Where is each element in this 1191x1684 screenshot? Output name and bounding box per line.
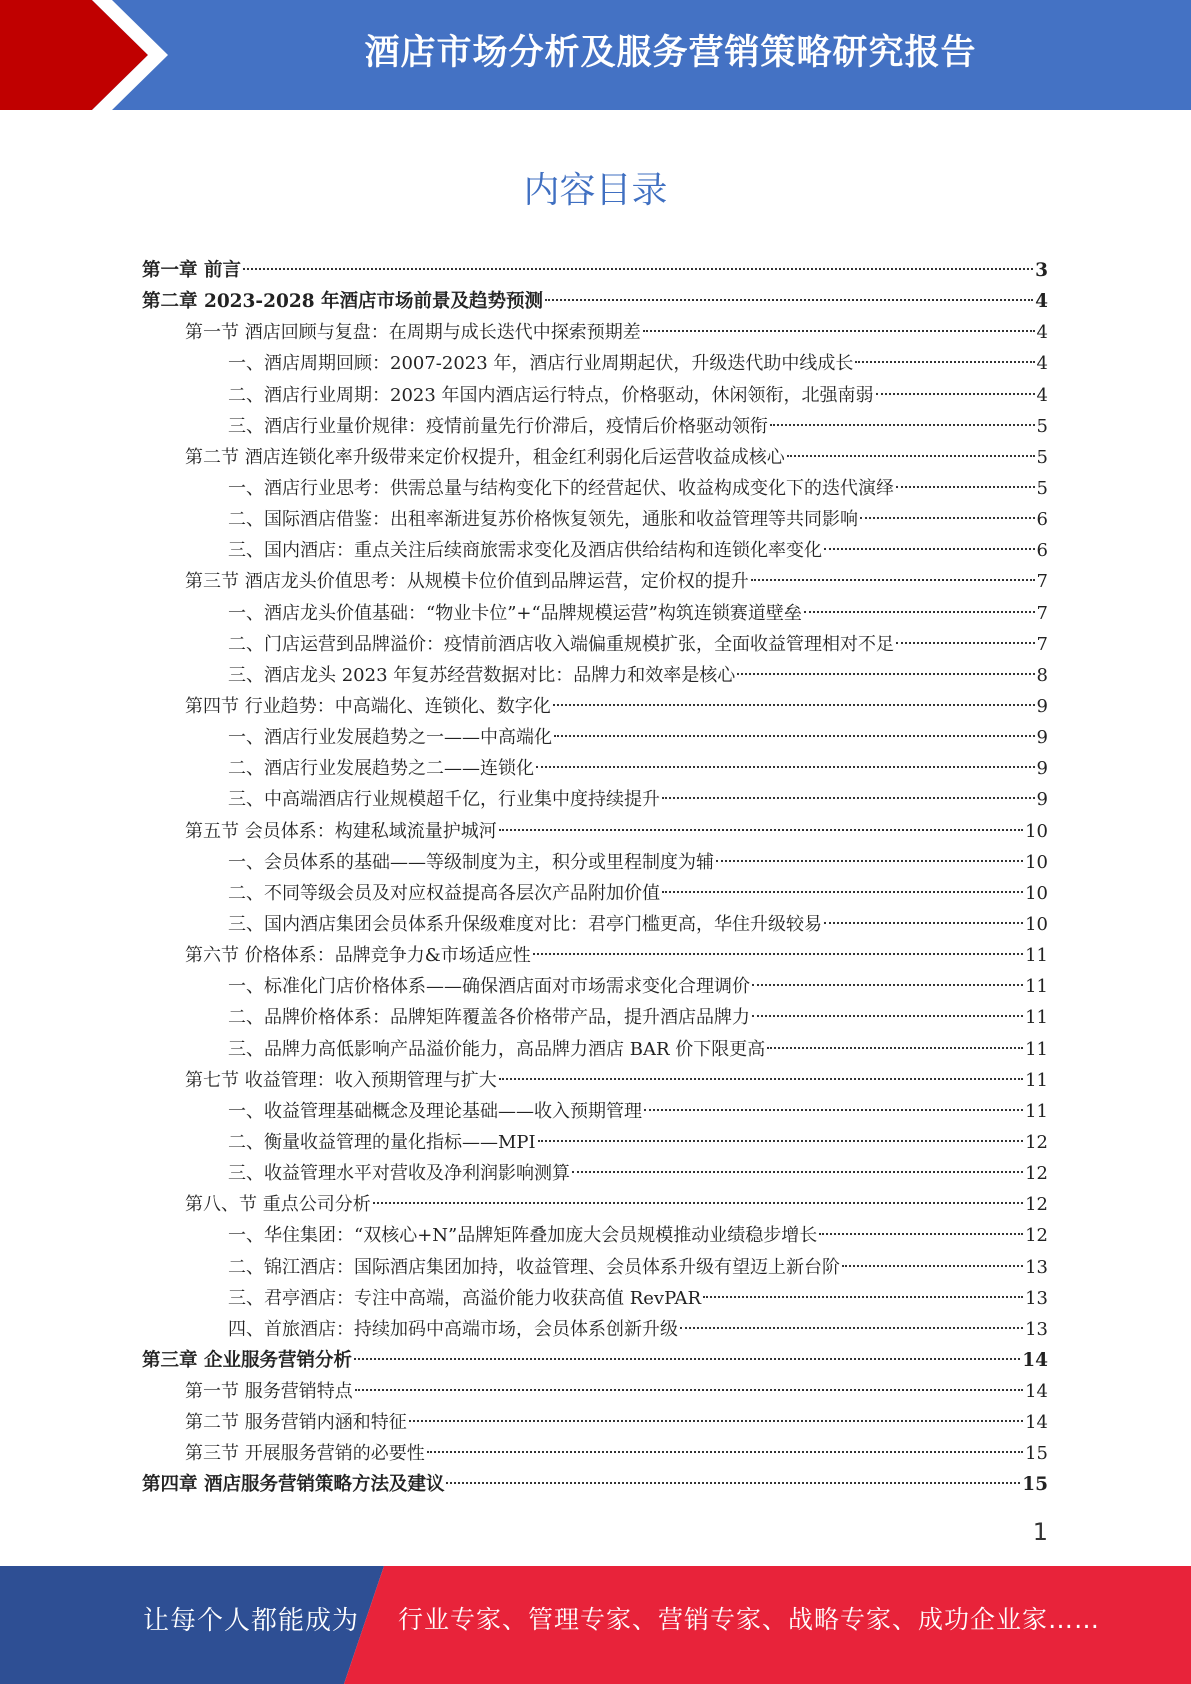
toc-subsection-entry[interactable] (142, 1220, 1048, 1251)
toc-entry-title: 三、国内酒店集团会员体系升保级难度对比：君亭门槛更高，华住升级较易 (228, 913, 822, 935)
toc-dot-leader (409, 1420, 1023, 1422)
toc-dot-leader (536, 766, 1035, 768)
toc-entry-title: 一、酒店行业发展趋势之一——中高端化 (228, 727, 552, 749)
toc-page-number: 7 (1036, 602, 1048, 624)
toc-dot-leader (499, 1078, 1023, 1080)
toc-entry-title: 二、国际酒店借鉴：出租率渐进复苏价格恢复领先，通胀和收益管理等共同影响 (228, 509, 858, 531)
toc-subsection-entry[interactable] (142, 909, 1048, 940)
toc-section-entry[interactable] (142, 317, 1048, 348)
toc-entry-title: 第三节 开展服务营销的必要性 (185, 1443, 425, 1465)
toc-page-number: 11 (1025, 945, 1048, 967)
toc-entry-title: 二、品牌价格体系：品牌矩阵覆盖各价格带产品，提升酒店品牌力 (228, 1007, 750, 1029)
toc-chapter-entry[interactable] (142, 286, 1048, 317)
toc-dot-leader (553, 704, 1035, 706)
toc-entry-title: 第三节 酒店龙头价值思考：从规模卡位价值到品牌运营，定价权的提升 (185, 571, 749, 593)
toc-section-entry[interactable] (142, 816, 1048, 847)
toc-dot-leader (896, 486, 1035, 488)
toc-page-number: 10 (1025, 820, 1048, 842)
toc-subsection-entry[interactable] (142, 411, 1048, 442)
toc-entry-title: 三、酒店龙头 2023 年复苏经营数据对比：品牌力和效率是核心 (228, 664, 736, 686)
toc-subsection-entry[interactable] (142, 1127, 1048, 1158)
toc-subsection-entry[interactable] (142, 598, 1048, 629)
toc-dot-leader (716, 860, 1023, 862)
toc-page-number: 13 (1025, 1318, 1048, 1340)
toc-section-entry[interactable] (142, 566, 1048, 597)
toc-entry-title: 一、酒店行业思考：供需总量与结构变化下的经营起伏、收益构成变化下的迭代演绎 (228, 477, 894, 499)
toc-page-number: 3 (1035, 260, 1048, 281)
toc-subsection-entry[interactable] (142, 1002, 1048, 1033)
toc-entry-title: 第四节 行业趋势：中高端化、连锁化、数字化 (185, 695, 551, 717)
toc-dot-leader (860, 517, 1035, 519)
toc-dot-leader (545, 299, 1033, 301)
toc-subsection-entry[interactable] (142, 847, 1048, 878)
toc-chapter-entry[interactable] (142, 1469, 1048, 1500)
page-header-band (0, 0, 1191, 110)
toc-page-number: 4 (1035, 291, 1048, 313)
toc-page-number: 7 (1036, 633, 1048, 655)
toc-page-number: 8 (1036, 664, 1048, 686)
toc-page-number: 4 (1036, 384, 1048, 406)
toc-page-number: 11 (1025, 1100, 1048, 1122)
toc-entry-title: 二、酒店行业发展趋势之二——连锁化 (228, 758, 534, 780)
toc-page-number: 9 (1036, 789, 1048, 811)
toc-page-number: 10 (1025, 882, 1048, 904)
toc-entry-title: 三、君亭酒店：专注中高端，高溢价能力收获高值 RevPAR (228, 1287, 702, 1309)
toc-dot-leader (824, 548, 1035, 550)
toc-page-number: 11 (1025, 1069, 1048, 1091)
toc-subsection-entry[interactable] (142, 473, 1048, 504)
toc-entry-title: 第四章 酒店服务营销策略方法及建议 (142, 1474, 445, 1496)
toc-page-number: 12 (1025, 1131, 1048, 1153)
toc-entry-title: 二、锦江酒店：国际酒店集团加持，收益管理、会员体系升级有望迈上新台阶 (228, 1256, 840, 1278)
toc-entry-title: 二、不同等级会员及对应权益提高各层次产品附加价值 (228, 882, 660, 904)
toc-dot-leader (644, 1109, 1023, 1111)
toc-entry-title: 第一章 前言 (142, 260, 241, 281)
toc-dot-leader (703, 1296, 1023, 1298)
toc-subsection-entry[interactable] (142, 504, 1048, 535)
toc-page-number: 12 (1025, 1163, 1048, 1185)
report-title: 酒店市场分析及服务营销策略研究报告 (364, 33, 977, 73)
toc-chapter-entry[interactable] (142, 255, 1048, 286)
toc-subsection-entry[interactable] (142, 878, 1048, 909)
toc-subsection-entry[interactable] (142, 660, 1048, 691)
toc-subsection-entry[interactable] (142, 629, 1048, 660)
footer-slogan-left: 让每个人都能成为 (143, 1606, 360, 1636)
toc-entry-title: 第二节 酒店连锁化率升级带来定价权提升，租金红利弱化后运营收益成核心 (185, 446, 785, 468)
toc-entry-title: 二、衡量收益管理的量化指标——MPI (228, 1131, 536, 1153)
toc-page-number: 14 (1025, 1381, 1048, 1403)
toc-dot-leader (533, 953, 1023, 955)
toc-entry-title: 三、国内酒店：重点关注后续商旅需求变化及酒店供给结构和连锁化率变化 (228, 540, 822, 562)
toc-dot-leader (770, 424, 1035, 426)
toc-dot-leader (680, 1327, 1023, 1329)
toc-entry-title: 三、酒店行业量价规律：疫情前量先行价滞后，疫情后价格驱动领衔 (228, 415, 768, 437)
toc-page-number: 10 (1025, 851, 1048, 873)
toc-subsection-entry[interactable] (142, 1283, 1048, 1314)
toc-dot-leader (752, 984, 1023, 986)
toc-page-number: 12 (1025, 1194, 1048, 1216)
table-of-contents (142, 255, 1048, 1501)
toc-entry-title: 二、门店运营到品牌溢价：疫情前酒店收入端偏重规模扩张，全面收益管理相对不足 (228, 633, 894, 655)
toc-entry-title: 一、酒店龙头价值基础：“物业卡位”+“品牌规模运营”构筑连锁赛道壁垒 (228, 602, 802, 624)
toc-page-number: 12 (1025, 1225, 1048, 1247)
toc-entry-title: 第三章 企业服务营销分析 (142, 1349, 352, 1371)
toc-subsection-entry[interactable] (142, 1314, 1048, 1345)
toc-dot-leader (446, 1482, 1020, 1484)
toc-subsection-entry[interactable] (142, 1096, 1048, 1127)
toc-page-number: 5 (1036, 446, 1048, 468)
toc-dot-leader (876, 393, 1035, 395)
toc-subsection-entry[interactable] (142, 1034, 1048, 1065)
toc-dot-leader (243, 268, 1033, 270)
toc-subsection-entry[interactable] (142, 971, 1048, 1002)
toc-entry-title: 一、酒店周期回顾：2007-2023 年，酒店行业周期起伏，升级迭代助中线成长 (228, 353, 854, 375)
toc-dot-leader (662, 891, 1023, 893)
page-number: 1 (1032, 1518, 1048, 1546)
toc-entry-title: 一、标准化门店价格体系——确保酒店面对市场需求变化合理调价 (228, 976, 750, 998)
toc-entry-title: 第六节 价格体系：品牌竞争力&市场适应性 (185, 945, 531, 967)
toc-subsection-entry[interactable] (142, 784, 1048, 815)
toc-page-number: 11 (1025, 976, 1048, 998)
toc-subsection-entry[interactable] (142, 1158, 1048, 1189)
toc-dot-leader (538, 1140, 1023, 1142)
toc-section-entry[interactable] (142, 1407, 1048, 1438)
toc-page-number: 13 (1025, 1256, 1048, 1278)
toc-page-number: 5 (1036, 415, 1048, 437)
toc-heading: 内容目录 (523, 170, 668, 211)
toc-page-number: 10 (1025, 913, 1048, 935)
toc-chapter-entry[interactable] (142, 1345, 1048, 1376)
toc-page-number: 15 (1025, 1443, 1048, 1465)
toc-section-entry[interactable] (142, 940, 1048, 971)
toc-entry-title: 第一节 服务营销特点 (185, 1381, 353, 1403)
toc-page-number: 11 (1025, 1007, 1048, 1029)
toc-entry-title: 二、酒店行业周期：2023 年国内酒店运行特点，价格驱动，休闲领衔，北强南弱 (228, 384, 874, 406)
toc-dot-leader (824, 922, 1023, 924)
toc-page-number: 6 (1036, 509, 1048, 531)
toc-entry-title: 第五节 会员体系：构建私域流量护城河 (185, 820, 497, 842)
toc-subsection-entry[interactable] (142, 753, 1048, 784)
toc-entry-title: 三、品牌力高低影响产品溢价能力，高品牌力酒店 BAR 价下限更高 (228, 1038, 766, 1060)
toc-page-number: 5 (1036, 477, 1048, 499)
toc-page-number: 9 (1036, 727, 1048, 749)
toc-dot-leader (554, 735, 1035, 737)
toc-dot-leader (752, 1015, 1023, 1017)
toc-dot-leader (819, 1233, 1023, 1235)
toc-entry-title: 第二节 服务营销内涵和特征 (185, 1412, 407, 1434)
toc-dot-leader (804, 611, 1035, 613)
toc-dot-leader (355, 1389, 1023, 1391)
toc-dot-leader (787, 455, 1035, 457)
toc-entry-title: 一、会员体系的基础——等级制度为主，积分或里程制度为辅 (228, 851, 714, 873)
toc-dot-leader (896, 642, 1035, 644)
toc-page-number: 15 (1022, 1474, 1048, 1496)
toc-dot-leader (354, 1358, 1020, 1360)
toc-page-number: 13 (1025, 1287, 1048, 1309)
toc-section-entry[interactable] (142, 1376, 1048, 1407)
toc-dot-leader (737, 673, 1034, 675)
toc-dot-leader (643, 330, 1035, 332)
toc-dot-leader (767, 1047, 1023, 1049)
toc-entry-title: 三、收益管理水平对营收及净利润影响测算 (228, 1163, 570, 1185)
toc-entry-title: 一、华住集团：“双核心+N”品牌矩阵叠加庞大会员规模推动业绩稳步增长 (228, 1225, 818, 1247)
toc-page-number: 4 (1036, 353, 1048, 375)
toc-section-entry[interactable] (142, 691, 1048, 722)
toc-dot-leader (842, 1265, 1023, 1267)
toc-subsection-entry[interactable] (142, 722, 1048, 753)
toc-subsection-entry[interactable] (142, 348, 1048, 379)
toc-dot-leader (855, 361, 1034, 363)
header-arrow-graphic (0, 0, 260, 110)
toc-section-entry[interactable] (142, 1189, 1048, 1220)
toc-page-number: 7 (1036, 571, 1048, 593)
toc-page-number: 11 (1025, 1038, 1048, 1060)
toc-entry-title: 第七节 收益管理：收入预期管理与扩大 (185, 1069, 497, 1091)
toc-page-number: 4 (1036, 322, 1048, 344)
toc-subsection-entry[interactable] (142, 535, 1048, 566)
toc-subsection-entry[interactable] (142, 1252, 1048, 1283)
toc-section-entry[interactable] (142, 1065, 1048, 1096)
toc-dot-leader (751, 579, 1035, 581)
toc-section-entry[interactable] (142, 442, 1048, 473)
toc-section-entry[interactable] (142, 1438, 1048, 1469)
toc-dot-leader (427, 1451, 1023, 1453)
toc-entry-title: 第一节 酒店回顾与复盘：在周期与成长迭代中探索预期差 (185, 322, 641, 344)
toc-page-number: 14 (1022, 1349, 1048, 1371)
toc-entry-title: 三、中高端酒店行业规模超千亿，行业集中度持续提升 (228, 789, 660, 811)
footer-slogan-right: 行业专家、管理专家、营销专家、战略专家、成功企业家…… (398, 1605, 1101, 1634)
toc-entry-title: 四、首旅酒店：持续加码中高端市场，会员体系创新升级 (228, 1318, 678, 1340)
toc-entry-title: 一、收益管理基础概念及理论基础——收入预期管理 (228, 1100, 642, 1122)
toc-page-number: 14 (1025, 1412, 1048, 1434)
toc-page-number: 9 (1036, 695, 1048, 717)
toc-subsection-entry[interactable] (142, 380, 1048, 411)
toc-dot-leader (373, 1202, 1023, 1204)
toc-dot-leader (572, 1171, 1023, 1173)
page-footer-band (0, 1566, 1191, 1684)
toc-page-number: 6 (1036, 540, 1048, 562)
toc-dot-leader (499, 829, 1023, 831)
toc-dot-leader (662, 797, 1035, 799)
toc-page-number: 9 (1036, 758, 1048, 780)
toc-entry-title: 第八、节 重点公司分析 (185, 1194, 371, 1216)
toc-entry-title: 第二章 2023-2028 年酒店市场前景及趋势预测 (142, 291, 544, 313)
